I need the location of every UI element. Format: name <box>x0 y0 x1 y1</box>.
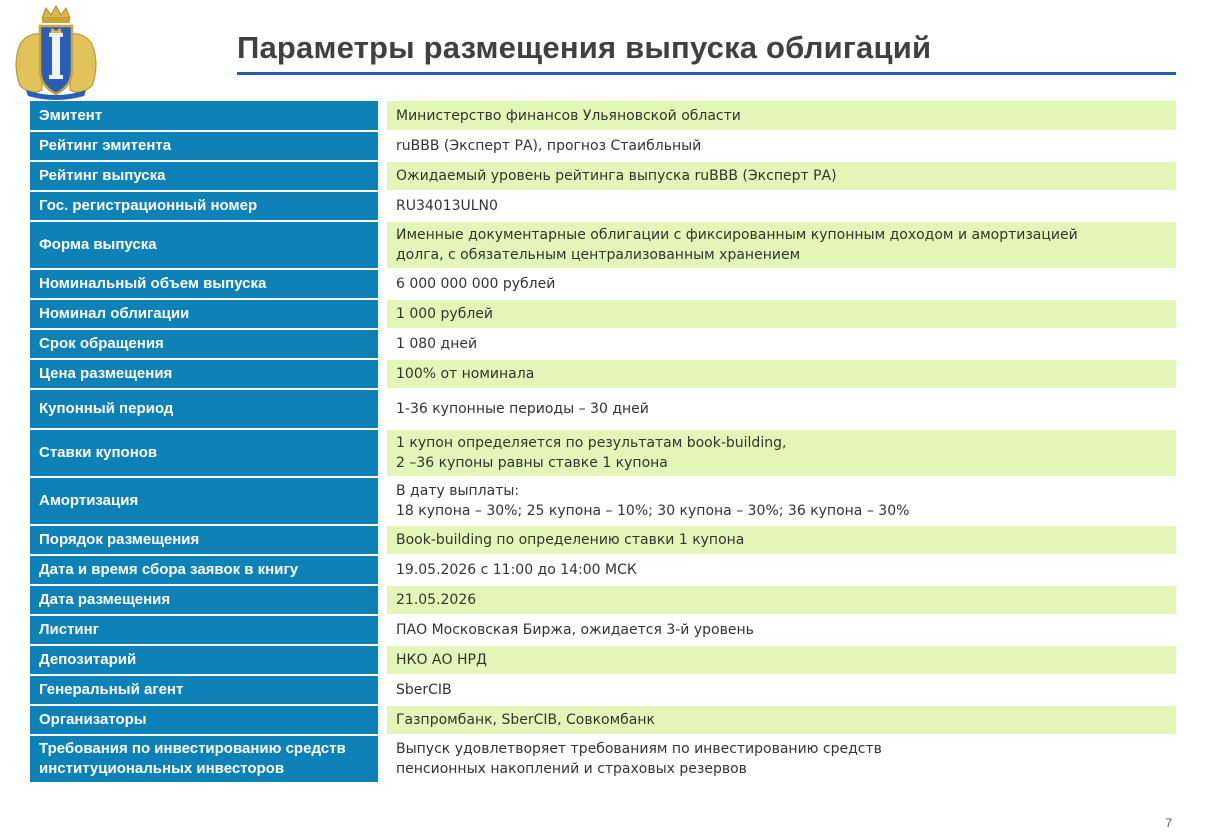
table-row <box>30 389 1176 429</box>
table-row <box>30 645 1176 675</box>
param-value <box>383 705 1177 735</box>
param-value-line: Ожидаемый уровень рейтинга выпуска ruBBB (Эксперт РА) <box>396 168 837 184</box>
table-row <box>30 735 1176 783</box>
table-row <box>30 101 1176 131</box>
param-label: Купонный период <box>30 389 383 429</box>
param-value-line: пенсионных накоплений и страховых резервов <box>396 761 747 777</box>
title-underline <box>237 72 1176 75</box>
table-row <box>30 477 1176 525</box>
table-row <box>30 429 1176 477</box>
table-row <box>30 705 1176 735</box>
table-row <box>30 329 1176 359</box>
table-row <box>30 161 1176 191</box>
page-title: Параметры размещения выпуска облигаций <box>237 30 932 65</box>
param-value-line: Book-building по определению ставки 1 купона <box>396 532 745 548</box>
ulyanovsk-coat-of-arms-icon <box>6 4 106 100</box>
table-row <box>30 269 1176 299</box>
param-value <box>383 101 1177 131</box>
param-value <box>383 269 1177 299</box>
param-value-line: 1 купон определяется по результатам book-building, <box>396 435 787 451</box>
param-value <box>383 615 1177 645</box>
param-label: Порядок размещения <box>30 525 383 555</box>
param-value-line: Выпуск удовлетворяет требованиям по инвестированию средств <box>396 741 882 757</box>
param-label: Форма выпуска <box>30 221 383 269</box>
param-value <box>383 161 1177 191</box>
param-label: Рейтинг эмитента <box>30 131 383 161</box>
param-label: Гос. регистрационный номер <box>30 191 383 221</box>
param-label: Номинальный объем выпуска <box>30 269 383 299</box>
param-value-line: 2 –36 купоны равны ставке 1 купона <box>396 455 668 471</box>
param-value <box>383 429 1177 477</box>
param-value <box>383 389 1177 429</box>
param-value-line: Министерство финансов Ульяновской области <box>396 107 741 124</box>
param-value <box>383 585 1177 615</box>
param-value-line: 1 080 дней <box>396 336 478 352</box>
param-value-line: 21.05.2026 <box>396 592 477 608</box>
param-label: Амортизация <box>30 477 383 525</box>
param-value-line: НКО АО НРД <box>396 652 487 668</box>
param-value-line: Газпромбанк, SberCIB, Совкомбанк <box>396 712 655 728</box>
param-value-line: Именные документарные облигации с фиксированным купонным доходом и амортизацией <box>396 227 1078 243</box>
param-value-line: ПАО Московская Биржа, ожидается 3-й уровень <box>396 622 754 638</box>
page-number: 7 <box>1165 816 1172 830</box>
param-value <box>383 645 1177 675</box>
param-label: Листинг <box>30 615 383 645</box>
param-value <box>383 329 1177 359</box>
param-value-line: 100% от номинала <box>396 366 535 382</box>
param-value-line: 1 000 рублей <box>396 306 493 322</box>
param-value-line: SberCIB <box>396 682 452 698</box>
param-value-line: RU34013ULN0 <box>396 198 498 214</box>
param-label: Ставки купонов <box>30 429 383 477</box>
table-row <box>30 191 1176 221</box>
table-row <box>30 131 1176 161</box>
param-value-line: ruBBB (Эксперт РА), прогноз Стаибльный <box>396 138 702 154</box>
table-row <box>30 555 1176 585</box>
table-row <box>30 299 1176 329</box>
param-value <box>383 299 1177 329</box>
param-value <box>383 525 1177 555</box>
param-label: Депозитарий <box>30 645 383 675</box>
param-value-line: В дату выплаты: <box>396 483 520 499</box>
table-row <box>30 525 1176 555</box>
param-label: Организаторы <box>30 705 383 735</box>
param-label: Срок обращения <box>30 329 383 359</box>
param-value <box>383 735 1177 783</box>
table-row <box>30 585 1176 615</box>
param-value-line: 6 000 000 000 рублей <box>396 276 556 292</box>
param-label: Дата и время сбора заявок в книгу <box>30 555 383 585</box>
table-row <box>30 675 1176 705</box>
param-label: Генеральный агент <box>30 675 383 705</box>
param-value <box>383 221 1177 269</box>
table-row <box>30 221 1176 269</box>
param-label: Дата размещения <box>30 585 383 615</box>
table-row <box>30 615 1176 645</box>
param-value <box>383 191 1177 221</box>
param-label: Требования по инвестированию средств институциональных инвесторов <box>30 735 383 783</box>
param-value <box>383 675 1177 705</box>
param-value <box>383 477 1177 525</box>
param-value-line: 1-36 купонные периоды – 30 дней <box>396 401 649 417</box>
bond-parameters-table <box>30 101 1176 784</box>
param-label: Эмитент <box>30 101 383 131</box>
param-value-line: 18 купона – 30%; 25 купона – 10%; 30 купона – 30%; 36 купона – 30% <box>396 503 910 519</box>
param-label: Номинал облигации <box>30 299 383 329</box>
param-value <box>383 359 1177 389</box>
table-row <box>30 359 1176 389</box>
param-value-line: долга, с обязательным централизованным хранением <box>396 247 801 263</box>
param-value <box>383 131 1177 161</box>
param-value <box>383 555 1177 585</box>
param-label: Рейтинг выпуска <box>30 161 383 191</box>
param-value-line: 19.05.2026 с 11:00 до 14:00 МСК <box>396 562 637 578</box>
param-label: Цена размещения <box>30 359 383 389</box>
